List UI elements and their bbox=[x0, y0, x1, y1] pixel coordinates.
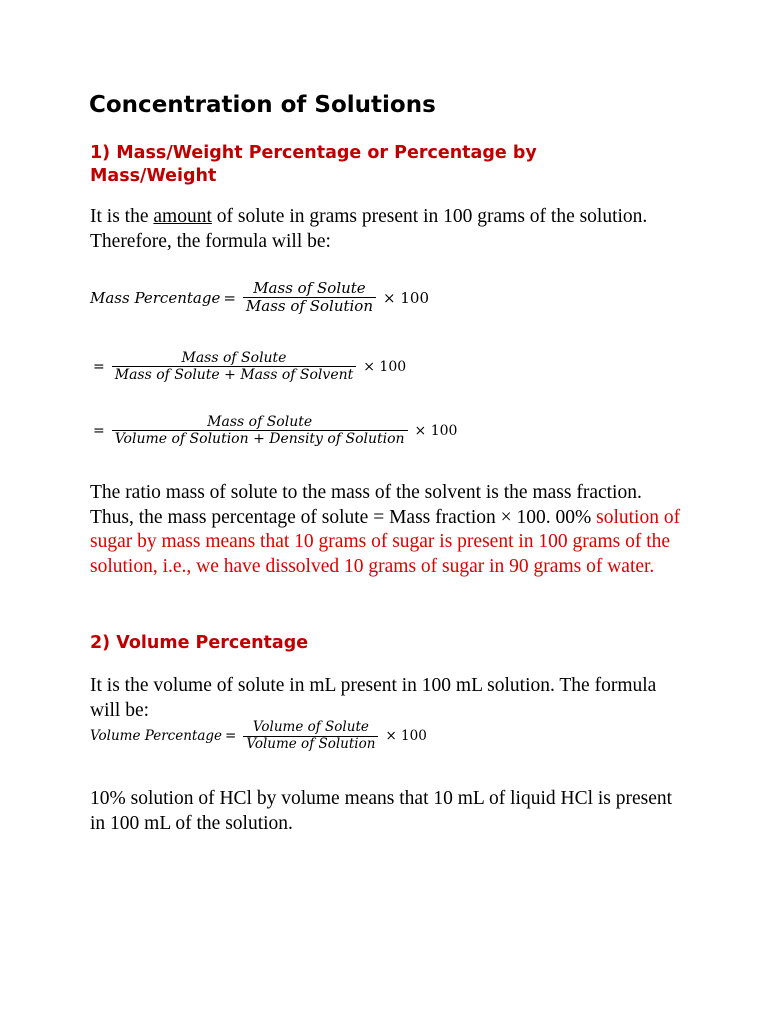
formula-times-100: × 100 bbox=[383, 288, 429, 307]
formula-volume-density bbox=[90, 414, 460, 447]
formula-lhs: Mass Percentage bbox=[90, 288, 221, 307]
highlighted-example-text: solution of sugar by mass means that 10 grams of sugar is present in 100 grams of the solution, i.e., we have dissolved 10 grams of sugar in 90 grams of water. bbox=[90, 506, 681, 577]
fraction-denominator: Volume of Solution + Density of Solution bbox=[114, 431, 405, 448]
formula-equals: = bbox=[225, 728, 237, 745]
fraction-numerator: Mass of Solute bbox=[253, 279, 366, 297]
paragraph-volume-percentage-definition: It is the volume of solute in mL present in 100 mL solution. The formula will be: bbox=[90, 675, 657, 721]
formula-equals: = bbox=[93, 358, 105, 375]
page-title: Concentration of Solutions bbox=[89, 92, 436, 118]
amount-link[interactable]: amount bbox=[153, 206, 212, 227]
formula-mass-solute-solvent bbox=[90, 350, 409, 383]
fraction-denominator: Volume of Solution bbox=[246, 735, 376, 752]
formula-equals: = bbox=[93, 422, 105, 439]
section-heading-volume-percentage: 2) Volume Percentage bbox=[90, 633, 309, 653]
formula-fraction bbox=[112, 350, 357, 383]
paragraph-hcl-example: 10% solution of HCl by volume means that 10 mL of liquid HCl is present in 100 mL of the solution. bbox=[90, 788, 673, 834]
formula-fraction bbox=[243, 720, 378, 752]
section-heading-mass-percentage: 1) Mass/Weight Percentage or Percentage by Mass/Weight bbox=[90, 143, 537, 186]
fraction-numerator: Volume of Solute bbox=[252, 719, 369, 735]
text-segment: The ratio mass of solute to the mass of the solvent is the mass fraction. Thus, the mass percentage of solute = Mass fraction × 100. 00% bbox=[90, 482, 642, 528]
formula-equals: = bbox=[223, 288, 236, 307]
formula-times-100: × 100 bbox=[385, 728, 427, 745]
formula-fraction bbox=[243, 280, 376, 316]
fraction-denominator: Mass of Solute + Mass of Solvent bbox=[114, 367, 354, 384]
formula-mass-percentage bbox=[90, 280, 432, 316]
fraction-numerator: Mass of Solute bbox=[207, 414, 313, 430]
formula-times-100: × 100 bbox=[414, 422, 458, 439]
text-segment: of solute in grams present in 100 grams of the solution. Therefore, the formula will be: bbox=[90, 206, 648, 252]
fraction-numerator: Mass of Solute bbox=[181, 350, 287, 366]
fraction-denominator: Mass of Solution bbox=[245, 297, 374, 316]
formula-fraction bbox=[112, 414, 408, 447]
paragraph-mass-fraction bbox=[90, 481, 690, 579]
paragraph-mass-percentage-definition bbox=[90, 205, 690, 254]
formula-volume-percentage bbox=[90, 720, 430, 752]
formula-lhs: Volume Percentage bbox=[90, 728, 223, 745]
text-segment: It is the bbox=[90, 206, 154, 227]
formula-times-100: × 100 bbox=[363, 358, 407, 375]
